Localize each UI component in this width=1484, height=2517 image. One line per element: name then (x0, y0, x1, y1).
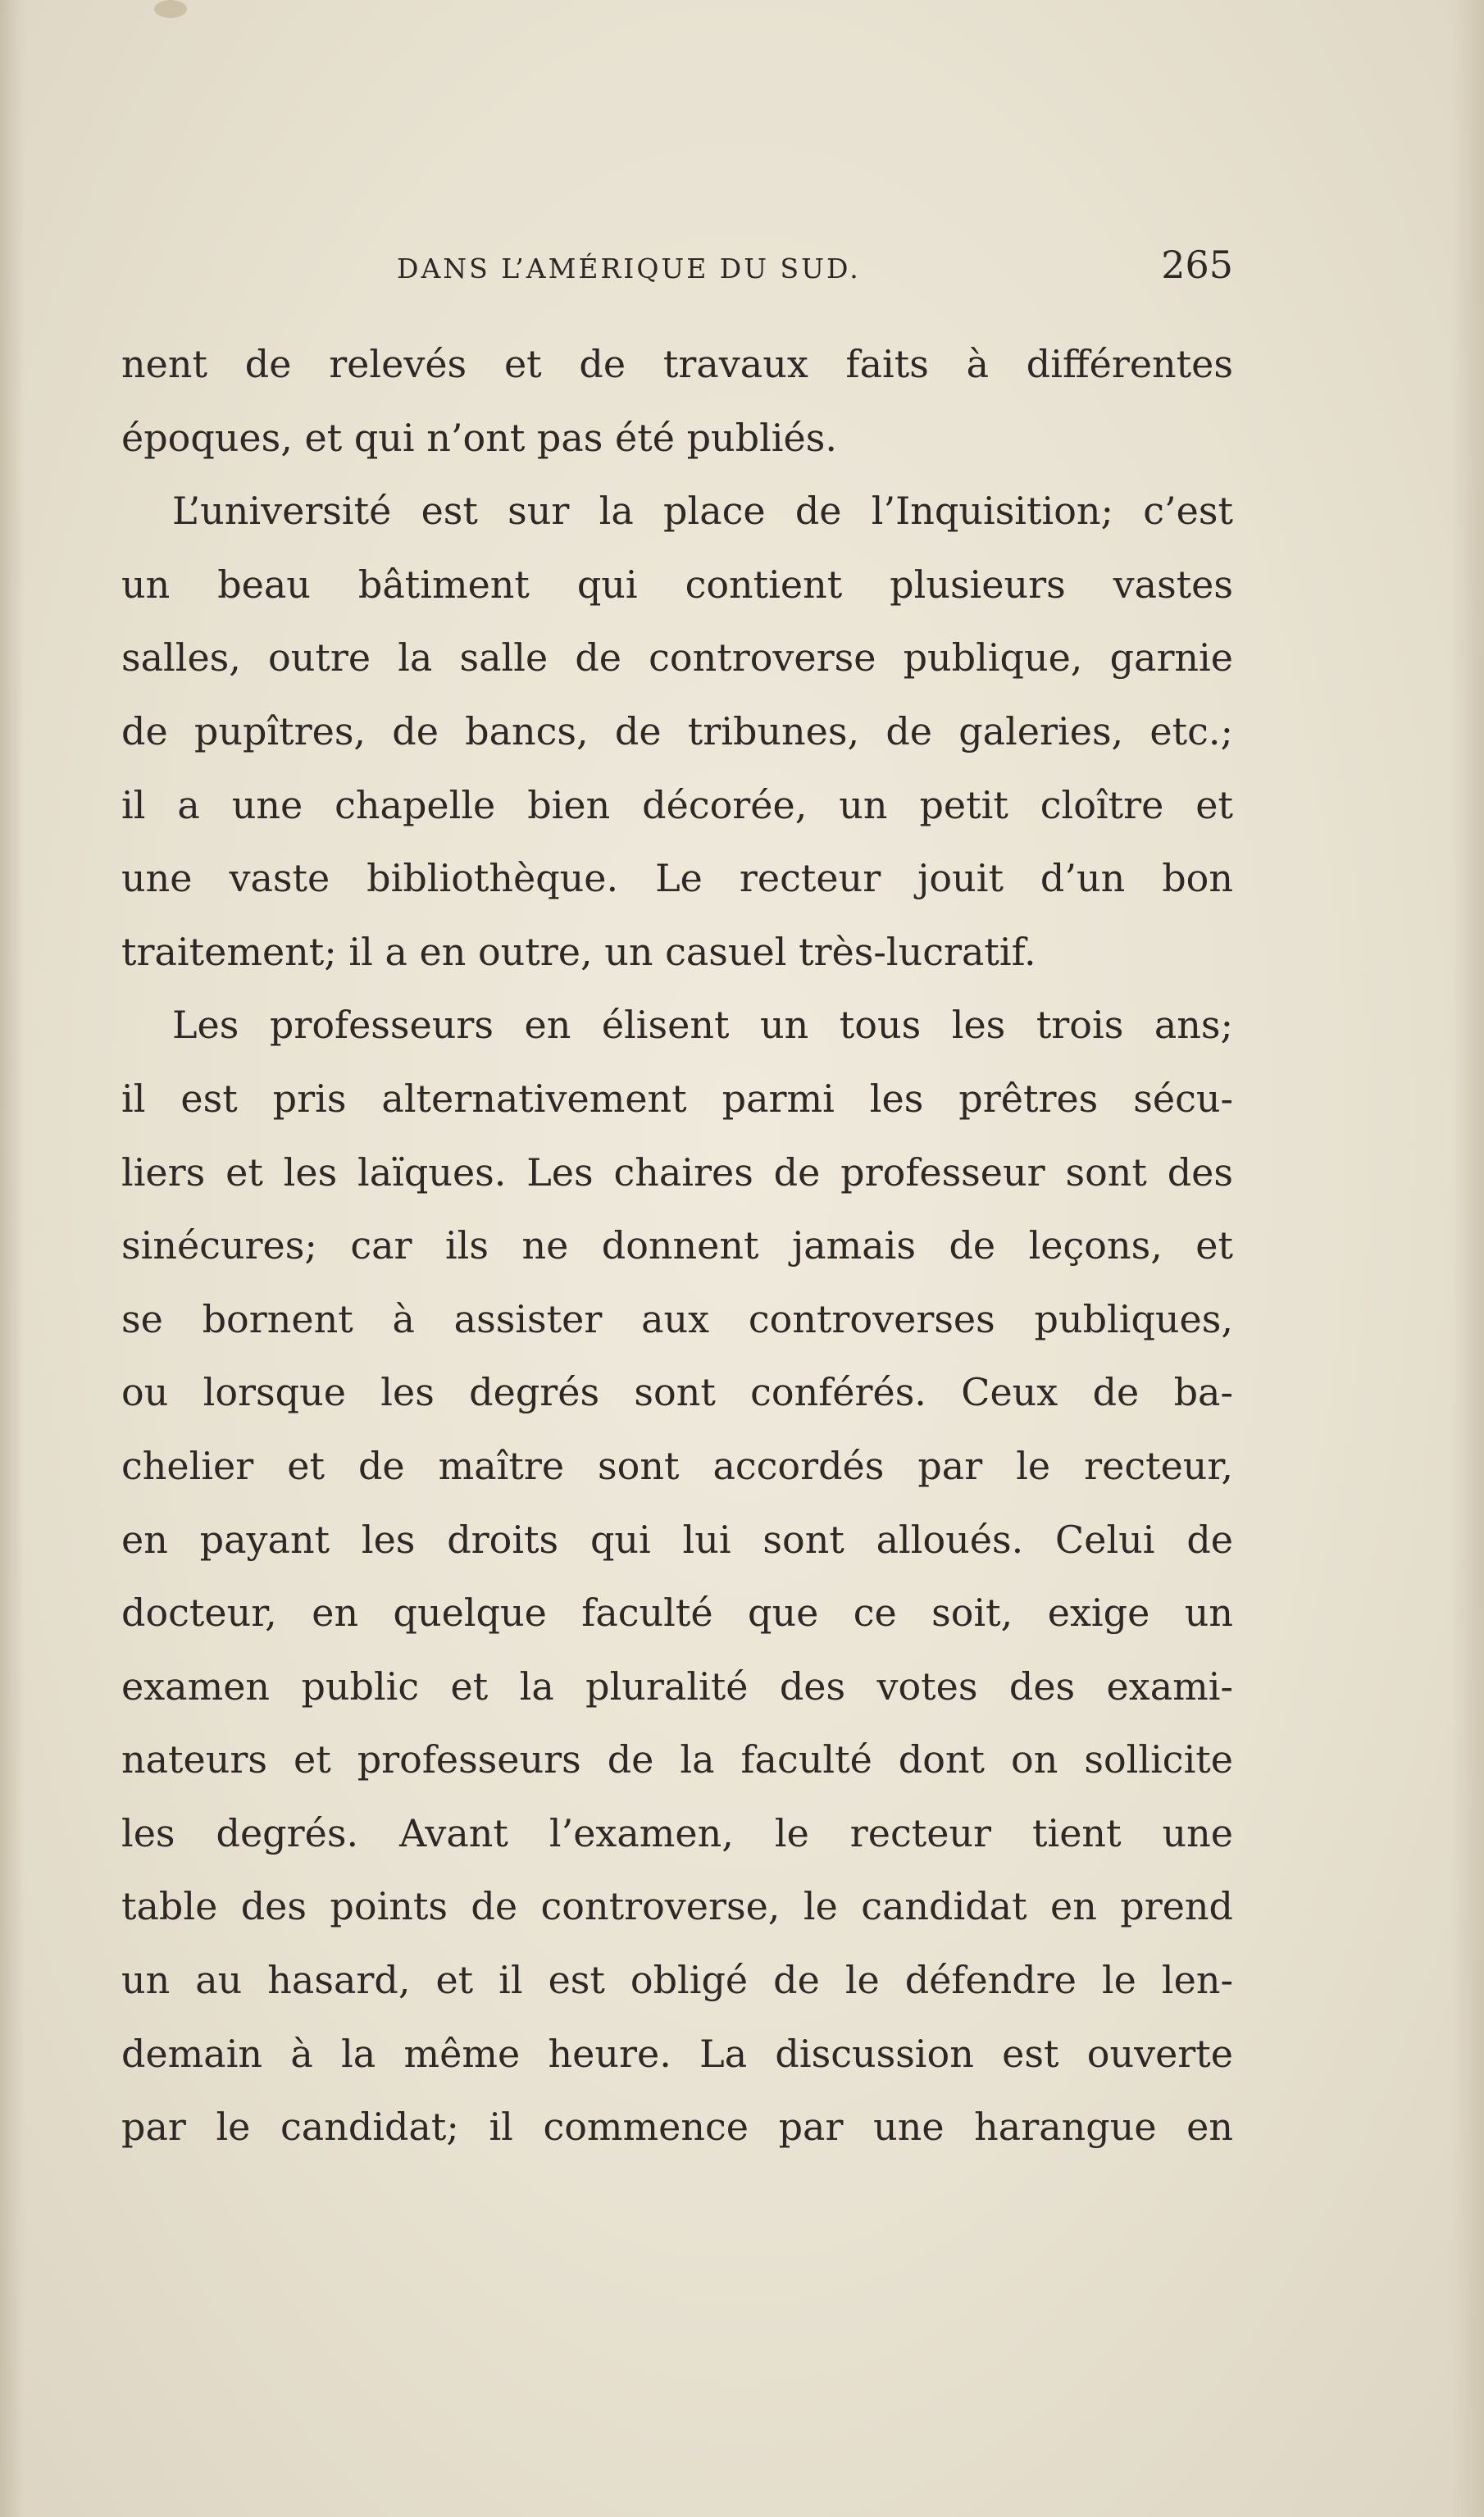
running-title: DANS L’AMÉRIQUE DU SUD. (397, 253, 861, 284)
text-line: époques, et qui n’ont pas été publiés. (121, 415, 837, 460)
page-edge-right (1451, 0, 1484, 2517)
ink-stain (154, 0, 187, 18)
text-line: sinécures; car ils ne donnent jamais de leçons, et (121, 1223, 1233, 1268)
text-line: liers et les laïques. Les chaires de professeur sont des (121, 1149, 1233, 1195)
text-line: un beau bâtiment qui contient plusieurs vastes (121, 562, 1233, 607)
body-text (121, 328, 1233, 2164)
text-line: nent de relevés et de travaux faits à différentes (121, 342, 1233, 386)
text-line: table des points de controverse, le candidat en prend (121, 1884, 1233, 1929)
text-line: L’université est sur la place de l’Inquisition; c’est (172, 489, 1233, 534)
text-line: salles, outre la salle de controverse publique, garnie (121, 635, 1233, 680)
text-line: docteur, en quelque faculté que ce soit, exige un (121, 1591, 1233, 1636)
page-header (121, 243, 1233, 300)
text-line: de pupîtres, de bancs, de tribunes, de galeries, etc.; (121, 708, 1233, 753)
text-line: les degrés. Avant l’examen, le recteur tient une (121, 1810, 1233, 1855)
text-line: un au hasard, et il est obligé de le défendre le len- (121, 1958, 1233, 2003)
page-number: 265 (1161, 243, 1233, 287)
text-line: Les professeurs en élisent un tous les trois ans; (172, 1003, 1233, 1048)
text-line: chelier et de maître sont accordés par le recteur, (121, 1443, 1233, 1488)
text-line: en payant les droits qui lui sont alloués. Celui de (121, 1517, 1233, 1562)
text-line: nateurs et professeurs de la faculté dont on sollicite (121, 1737, 1233, 1782)
text-line: demain à la même heure. La discussion est ouverte (121, 2031, 1233, 2076)
text-line: ou lorsque les degrés sont conférés. Ceux de ba- (121, 1370, 1233, 1415)
text-line: une vaste bibliothèque. Le recteur jouit d’un bon (121, 856, 1233, 901)
text-line: il est pris alternativement parmi les prêtres sécu- (121, 1076, 1233, 1121)
text-line: traitement; il a en outre, un casuel très-lucratif. (121, 929, 1036, 974)
text-line: examen public et la pluralité des votes des exami- (121, 1664, 1233, 1709)
text-line: par le candidat; il commence par une harangue en (121, 2105, 1233, 2150)
text-line: se bornent à assister aux controverses publiques, (121, 1296, 1233, 1341)
page-edge-left (0, 0, 25, 2517)
text-line: il a une chapelle bien décorée, un petit cloître et (121, 782, 1233, 827)
